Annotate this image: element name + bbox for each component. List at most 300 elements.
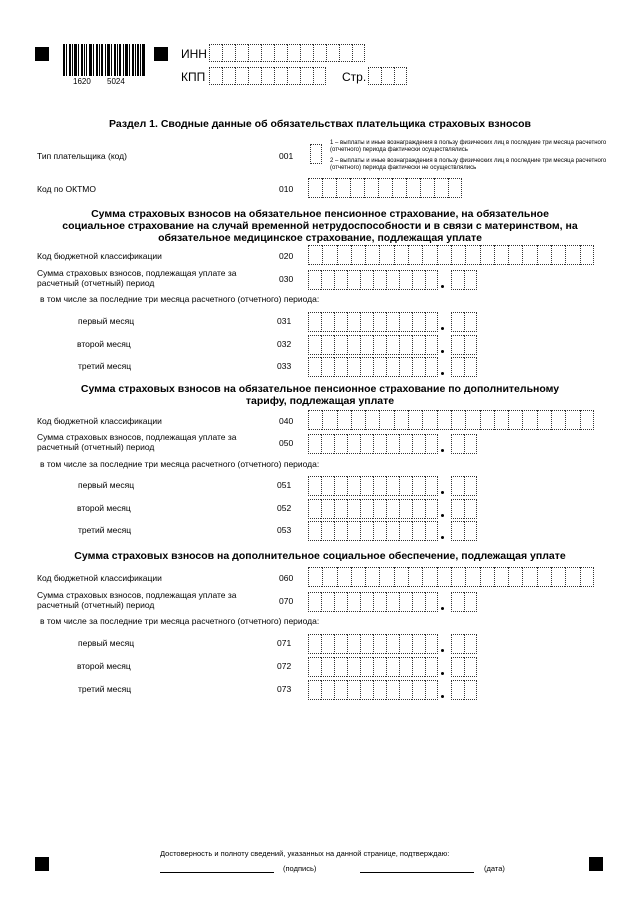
input-cell[interactable] — [480, 567, 494, 587]
input-cell[interactable] — [321, 270, 334, 290]
input-cell[interactable] — [406, 178, 420, 198]
input-cell[interactable] — [322, 410, 336, 430]
month-label: третий месяц — [78, 361, 132, 371]
input-cell[interactable] — [412, 434, 425, 454]
input-cell[interactable] — [386, 434, 399, 454]
input-cell[interactable] — [386, 592, 399, 612]
input-cell[interactable] — [425, 434, 438, 454]
input-cell[interactable] — [399, 335, 412, 355]
input-cell[interactable] — [399, 357, 412, 377]
input-cell[interactable] — [437, 245, 451, 265]
month-sum-field-decimal-point — [441, 372, 444, 375]
input-cell[interactable] — [334, 335, 347, 355]
input-cell[interactable] — [451, 270, 464, 290]
input-cell[interactable] — [334, 270, 347, 290]
input-cell[interactable] — [308, 410, 322, 430]
input-cell[interactable] — [360, 657, 373, 677]
input-cell[interactable] — [222, 67, 235, 85]
month-code: 071 — [277, 638, 292, 648]
input-cell[interactable] — [347, 312, 360, 332]
including-label: в том числе за последние три месяца расчетного (отчетного) периода: — [40, 616, 320, 626]
page-label: Стр. — [342, 70, 367, 84]
registration-marker-bottom-left — [35, 857, 49, 871]
input-cell[interactable] — [580, 245, 594, 265]
input-cell[interactable] — [464, 357, 477, 377]
input-cell[interactable] — [508, 567, 522, 587]
input-cell[interactable] — [464, 434, 477, 454]
input-cell[interactable] — [360, 434, 373, 454]
input-cell[interactable] — [373, 434, 386, 454]
input-cell[interactable] — [321, 657, 334, 677]
input-cell[interactable] — [308, 312, 321, 332]
month-sum-field-fraction[interactable] — [451, 634, 477, 654]
input-cell[interactable] — [347, 657, 360, 677]
input-cell[interactable] — [408, 245, 422, 265]
input-cell[interactable] — [308, 357, 321, 377]
input-cell[interactable] — [451, 410, 465, 430]
month-sum-field-integer[interactable] — [308, 476, 438, 496]
input-cell[interactable] — [412, 312, 425, 332]
input-cell[interactable] — [334, 499, 347, 519]
input-cell[interactable] — [412, 499, 425, 519]
input-cell[interactable] — [399, 634, 412, 654]
month-label: второй месяц — [77, 503, 131, 513]
input-cell[interactable] — [451, 499, 464, 519]
input-cell[interactable] — [308, 592, 321, 612]
input-cell[interactable] — [386, 634, 399, 654]
input-cell[interactable] — [451, 245, 465, 265]
input-cell[interactable] — [494, 410, 508, 430]
sum-field-integer[interactable] — [308, 592, 438, 612]
input-cell[interactable] — [422, 245, 436, 265]
input-cell[interactable] — [364, 178, 378, 198]
input-cell[interactable] — [422, 410, 436, 430]
input-cell[interactable] — [351, 245, 365, 265]
input-cell[interactable] — [386, 270, 399, 290]
input-cell[interactable] — [464, 499, 477, 519]
input-cell[interactable] — [451, 312, 464, 332]
input-cell[interactable] — [321, 476, 334, 496]
input-cell[interactable] — [347, 434, 360, 454]
input-cell[interactable] — [334, 657, 347, 677]
input-cell[interactable] — [412, 634, 425, 654]
input-cell[interactable] — [508, 410, 522, 430]
input-cell[interactable] — [494, 567, 508, 587]
input-cell[interactable] — [464, 634, 477, 654]
input-cell[interactable] — [373, 357, 386, 377]
input-cell[interactable] — [451, 476, 464, 496]
input-cell[interactable] — [412, 357, 425, 377]
input-cell[interactable] — [209, 67, 222, 85]
month-sum-field-fraction[interactable] — [451, 680, 477, 700]
input-cell[interactable] — [352, 44, 365, 62]
input-cell[interactable] — [580, 567, 594, 587]
date-line[interactable] — [360, 872, 474, 873]
input-cell[interactable] — [360, 680, 373, 700]
input-cell[interactable] — [408, 410, 422, 430]
input-cell[interactable] — [451, 680, 464, 700]
input-cell[interactable] — [308, 434, 321, 454]
input-cell[interactable] — [508, 245, 522, 265]
input-cell[interactable] — [360, 521, 373, 541]
input-cell[interactable] — [580, 410, 594, 430]
input-cell[interactable] — [386, 335, 399, 355]
input-cell[interactable] — [373, 680, 386, 700]
month-sum-field-decimal-point — [441, 649, 444, 652]
kbk-code: 020 — [279, 251, 294, 261]
input-cell[interactable] — [274, 67, 287, 85]
input-cell[interactable] — [464, 476, 477, 496]
input-cell[interactable] — [386, 357, 399, 377]
input-cell[interactable] — [347, 680, 360, 700]
input-cell[interactable] — [394, 67, 407, 85]
input-cell[interactable] — [347, 592, 360, 612]
input-cell[interactable] — [347, 634, 360, 654]
month-sum-field-integer[interactable] — [308, 680, 438, 700]
input-cell[interactable] — [287, 44, 300, 62]
input-cell[interactable] — [334, 680, 347, 700]
input-cell[interactable] — [308, 521, 321, 541]
input-cell[interactable] — [308, 476, 321, 496]
input-cell[interactable] — [347, 521, 360, 541]
month-sum-field-decimal-point — [441, 327, 444, 330]
input-cell[interactable] — [437, 567, 451, 587]
input-cell[interactable] — [394, 410, 408, 430]
input-cell[interactable] — [422, 567, 436, 587]
input-cell[interactable] — [222, 44, 235, 62]
month-sum-field-integer[interactable] — [308, 312, 438, 332]
inn-field[interactable] — [209, 44, 365, 62]
input-cell[interactable] — [337, 245, 351, 265]
input-cell[interactable] — [321, 357, 334, 377]
kbk-field[interactable] — [308, 410, 594, 430]
input-cell[interactable] — [351, 410, 365, 430]
input-cell[interactable] — [425, 521, 438, 541]
input-cell[interactable] — [321, 521, 334, 541]
input-cell[interactable] — [360, 476, 373, 496]
kbk-field[interactable] — [308, 245, 594, 265]
input-cell[interactable] — [392, 178, 406, 198]
input-cell[interactable] — [321, 634, 334, 654]
input-cell[interactable] — [425, 270, 438, 290]
input-cell[interactable] — [308, 270, 321, 290]
input-cell[interactable] — [322, 567, 336, 587]
month-sum-field-fraction[interactable] — [451, 657, 477, 677]
payer-type-label: Тип плательщика (код) — [37, 151, 127, 161]
input-cell[interactable] — [334, 634, 347, 654]
input-cell[interactable] — [386, 312, 399, 332]
input-cell[interactable] — [379, 567, 393, 587]
sum-field-decimal-point — [441, 449, 444, 452]
input-cell[interactable] — [347, 357, 360, 377]
input-cell[interactable] — [565, 567, 579, 587]
kbk-field[interactable] — [308, 567, 594, 587]
input-cell[interactable] — [434, 178, 448, 198]
sum-code: 070 — [279, 596, 294, 606]
input-cell[interactable] — [261, 44, 274, 62]
input-cell[interactable] — [373, 270, 386, 290]
month-sum-field-integer[interactable] — [308, 499, 438, 519]
input-cell[interactable] — [347, 499, 360, 519]
input-cell[interactable] — [336, 178, 350, 198]
input-cell[interactable] — [399, 476, 412, 496]
month-sum-field-integer[interactable] — [308, 521, 438, 541]
input-cell[interactable] — [412, 592, 425, 612]
input-cell[interactable] — [399, 592, 412, 612]
input-cell[interactable] — [412, 476, 425, 496]
page-number-field[interactable] — [368, 67, 407, 85]
input-cell[interactable] — [373, 521, 386, 541]
input-cell[interactable] — [451, 357, 464, 377]
input-cell[interactable] — [494, 245, 508, 265]
input-cell[interactable] — [464, 312, 477, 332]
input-cell[interactable] — [308, 634, 321, 654]
input-cell[interactable] — [373, 312, 386, 332]
input-cell[interactable] — [412, 521, 425, 541]
input-cell[interactable] — [408, 567, 422, 587]
input-cell[interactable] — [360, 499, 373, 519]
sum-field-integer[interactable] — [308, 270, 438, 290]
month-sum-field-integer[interactable] — [308, 657, 438, 677]
barcode — [63, 44, 145, 76]
input-cell[interactable] — [373, 476, 386, 496]
input-cell[interactable] — [365, 245, 379, 265]
input-cell[interactable] — [308, 567, 322, 587]
input-cell[interactable] — [337, 567, 351, 587]
input-cell[interactable] — [248, 44, 261, 62]
input-cell[interactable] — [425, 476, 438, 496]
input-cell[interactable] — [308, 178, 322, 198]
input-cell[interactable] — [551, 410, 565, 430]
input-cell[interactable] — [351, 567, 365, 587]
sum-field-fraction[interactable] — [451, 592, 477, 612]
input-cell[interactable] — [464, 521, 477, 541]
input-cell[interactable] — [451, 335, 464, 355]
input-cell[interactable] — [360, 312, 373, 332]
month-sum-field-decimal-point — [441, 350, 444, 353]
input-cell[interactable] — [365, 410, 379, 430]
payer-type-code: 001 — [279, 151, 294, 161]
input-cell[interactable] — [412, 270, 425, 290]
input-cell[interactable] — [451, 521, 464, 541]
month-sum-field-fraction[interactable] — [451, 476, 477, 496]
input-cell[interactable] — [350, 178, 364, 198]
input-cell[interactable] — [522, 567, 536, 587]
input-cell[interactable] — [365, 567, 379, 587]
input-cell[interactable] — [300, 44, 313, 62]
input-cell[interactable] — [551, 567, 565, 587]
payer-type-field[interactable] — [310, 144, 322, 164]
input-cell[interactable] — [386, 680, 399, 700]
signature-line[interactable] — [160, 872, 274, 873]
input-cell[interactable] — [386, 499, 399, 519]
input-cell[interactable] — [480, 410, 494, 430]
input-cell[interactable] — [300, 67, 313, 85]
input-cell[interactable] — [537, 567, 551, 587]
input-cell[interactable] — [381, 67, 394, 85]
input-cell[interactable] — [522, 245, 536, 265]
input-cell[interactable] — [322, 178, 336, 198]
input-cell[interactable] — [399, 680, 412, 700]
input-cell[interactable] — [464, 680, 477, 700]
input-cell[interactable] — [386, 521, 399, 541]
input-cell[interactable] — [261, 67, 274, 85]
input-cell[interactable] — [437, 410, 451, 430]
oktmo-field[interactable] — [308, 178, 462, 198]
month-label: третий месяц — [78, 525, 132, 535]
input-cell[interactable] — [451, 657, 464, 677]
input-cell[interactable] — [360, 335, 373, 355]
month-code: 053 — [277, 525, 292, 535]
input-cell[interactable] — [425, 592, 438, 612]
input-cell[interactable] — [425, 680, 438, 700]
sum-label: Сумма страховых взносов, подлежащая уплате за расчетный (отчетный) период — [37, 590, 237, 610]
input-cell[interactable] — [287, 67, 300, 85]
input-cell[interactable] — [274, 44, 287, 62]
month-sum-field-decimal-point — [441, 491, 444, 494]
input-cell[interactable] — [412, 657, 425, 677]
input-cell[interactable] — [310, 144, 322, 164]
input-cell[interactable] — [360, 270, 373, 290]
input-cell[interactable] — [373, 657, 386, 677]
input-cell[interactable] — [339, 44, 352, 62]
input-cell[interactable] — [465, 567, 479, 587]
month-sum-field-integer[interactable] — [308, 335, 438, 355]
input-cell[interactable] — [399, 312, 412, 332]
input-cell[interactable] — [425, 312, 438, 332]
input-cell[interactable] — [394, 245, 408, 265]
input-cell[interactable] — [334, 312, 347, 332]
month-sum-field-integer[interactable] — [308, 634, 438, 654]
sum-field-fraction[interactable] — [451, 434, 477, 454]
input-cell[interactable] — [379, 410, 393, 430]
date-caption: (дата) — [484, 864, 505, 873]
input-cell[interactable] — [425, 335, 438, 355]
sum-field-fraction[interactable] — [451, 270, 477, 290]
input-cell[interactable] — [394, 567, 408, 587]
input-cell[interactable] — [425, 357, 438, 377]
kpp-field[interactable] — [209, 67, 326, 85]
input-cell[interactable] — [378, 178, 392, 198]
kbk-label: Код бюджетной классификации — [37, 251, 162, 261]
input-cell[interactable] — [360, 634, 373, 654]
input-cell[interactable] — [308, 335, 321, 355]
input-cell[interactable] — [537, 245, 551, 265]
input-cell[interactable] — [321, 335, 334, 355]
input-cell[interactable] — [448, 178, 462, 198]
input-cell[interactable] — [464, 592, 477, 612]
input-cell[interactable] — [425, 657, 438, 677]
input-cell[interactable] — [308, 680, 321, 700]
month-sum-field-fraction[interactable] — [451, 499, 477, 519]
input-cell[interactable] — [321, 592, 334, 612]
input-cell[interactable] — [347, 335, 360, 355]
input-cell[interactable] — [451, 434, 464, 454]
input-cell[interactable] — [334, 521, 347, 541]
input-cell[interactable] — [235, 67, 248, 85]
input-cell[interactable] — [399, 434, 412, 454]
input-cell[interactable] — [425, 634, 438, 654]
input-cell[interactable] — [209, 44, 222, 62]
month-sum-field-integer[interactable] — [308, 357, 438, 377]
input-cell[interactable] — [386, 657, 399, 677]
input-cell[interactable] — [308, 499, 321, 519]
input-cell[interactable] — [465, 245, 479, 265]
input-cell[interactable] — [464, 657, 477, 677]
input-cell[interactable] — [360, 357, 373, 377]
registration-marker-top-mid — [154, 47, 168, 61]
input-cell[interactable] — [386, 476, 399, 496]
input-cell[interactable] — [337, 410, 351, 430]
input-cell[interactable] — [360, 592, 373, 612]
input-cell[interactable] — [347, 270, 360, 290]
input-cell[interactable] — [425, 499, 438, 519]
input-cell[interactable] — [480, 245, 494, 265]
input-cell[interactable] — [464, 270, 477, 290]
input-cell[interactable] — [321, 434, 334, 454]
oktmo-code: 010 — [279, 184, 294, 194]
input-cell[interactable] — [451, 634, 464, 654]
input-cell[interactable] — [412, 680, 425, 700]
input-cell[interactable] — [412, 335, 425, 355]
input-cell[interactable] — [321, 312, 334, 332]
input-cell[interactable] — [451, 567, 465, 587]
input-cell[interactable] — [373, 499, 386, 519]
input-cell[interactable] — [373, 335, 386, 355]
input-cell[interactable] — [334, 357, 347, 377]
input-cell[interactable] — [399, 270, 412, 290]
input-cell[interactable] — [334, 592, 347, 612]
input-cell[interactable] — [565, 245, 579, 265]
input-cell[interactable] — [537, 410, 551, 430]
including-label: в том числе за последние три месяца расчетного (отчетного) периода: — [40, 459, 320, 469]
input-cell[interactable] — [322, 245, 336, 265]
input-cell[interactable] — [334, 476, 347, 496]
input-cell[interactable] — [522, 410, 536, 430]
input-cell[interactable] — [321, 499, 334, 519]
input-cell[interactable] — [373, 634, 386, 654]
input-cell[interactable] — [313, 44, 326, 62]
input-cell[interactable] — [565, 410, 579, 430]
input-cell[interactable] — [347, 476, 360, 496]
input-cell[interactable] — [551, 245, 565, 265]
input-cell[interactable] — [321, 680, 334, 700]
input-cell[interactable] — [334, 434, 347, 454]
sum-field-integer[interactable] — [308, 434, 438, 454]
input-cell[interactable] — [399, 499, 412, 519]
input-cell[interactable] — [308, 245, 322, 265]
input-cell[interactable] — [313, 67, 326, 85]
input-cell[interactable] — [235, 44, 248, 62]
input-cell[interactable] — [399, 657, 412, 677]
input-cell[interactable] — [465, 410, 479, 430]
input-cell[interactable] — [451, 592, 464, 612]
block-title: Сумма страховых взносов на обязательное пенсионное страхование, на обязательное социальное страхование на случай временной нетрудоспособности и в связи с материнством, на обязательное медицинское страхование, подлежащая уплате — [62, 208, 578, 244]
input-cell[interactable] — [379, 245, 393, 265]
month-sum-field-fraction[interactable] — [451, 312, 477, 332]
input-cell[interactable] — [464, 335, 477, 355]
input-cell[interactable] — [248, 67, 261, 85]
month-sum-field-fraction[interactable] — [451, 335, 477, 355]
month-sum-field-fraction[interactable] — [451, 357, 477, 377]
input-cell[interactable] — [368, 67, 381, 85]
input-cell[interactable] — [326, 44, 339, 62]
input-cell[interactable] — [399, 521, 412, 541]
input-cell[interactable] — [373, 592, 386, 612]
month-sum-field-fraction[interactable] — [451, 521, 477, 541]
input-cell[interactable] — [420, 178, 434, 198]
input-cell[interactable] — [308, 657, 321, 677]
